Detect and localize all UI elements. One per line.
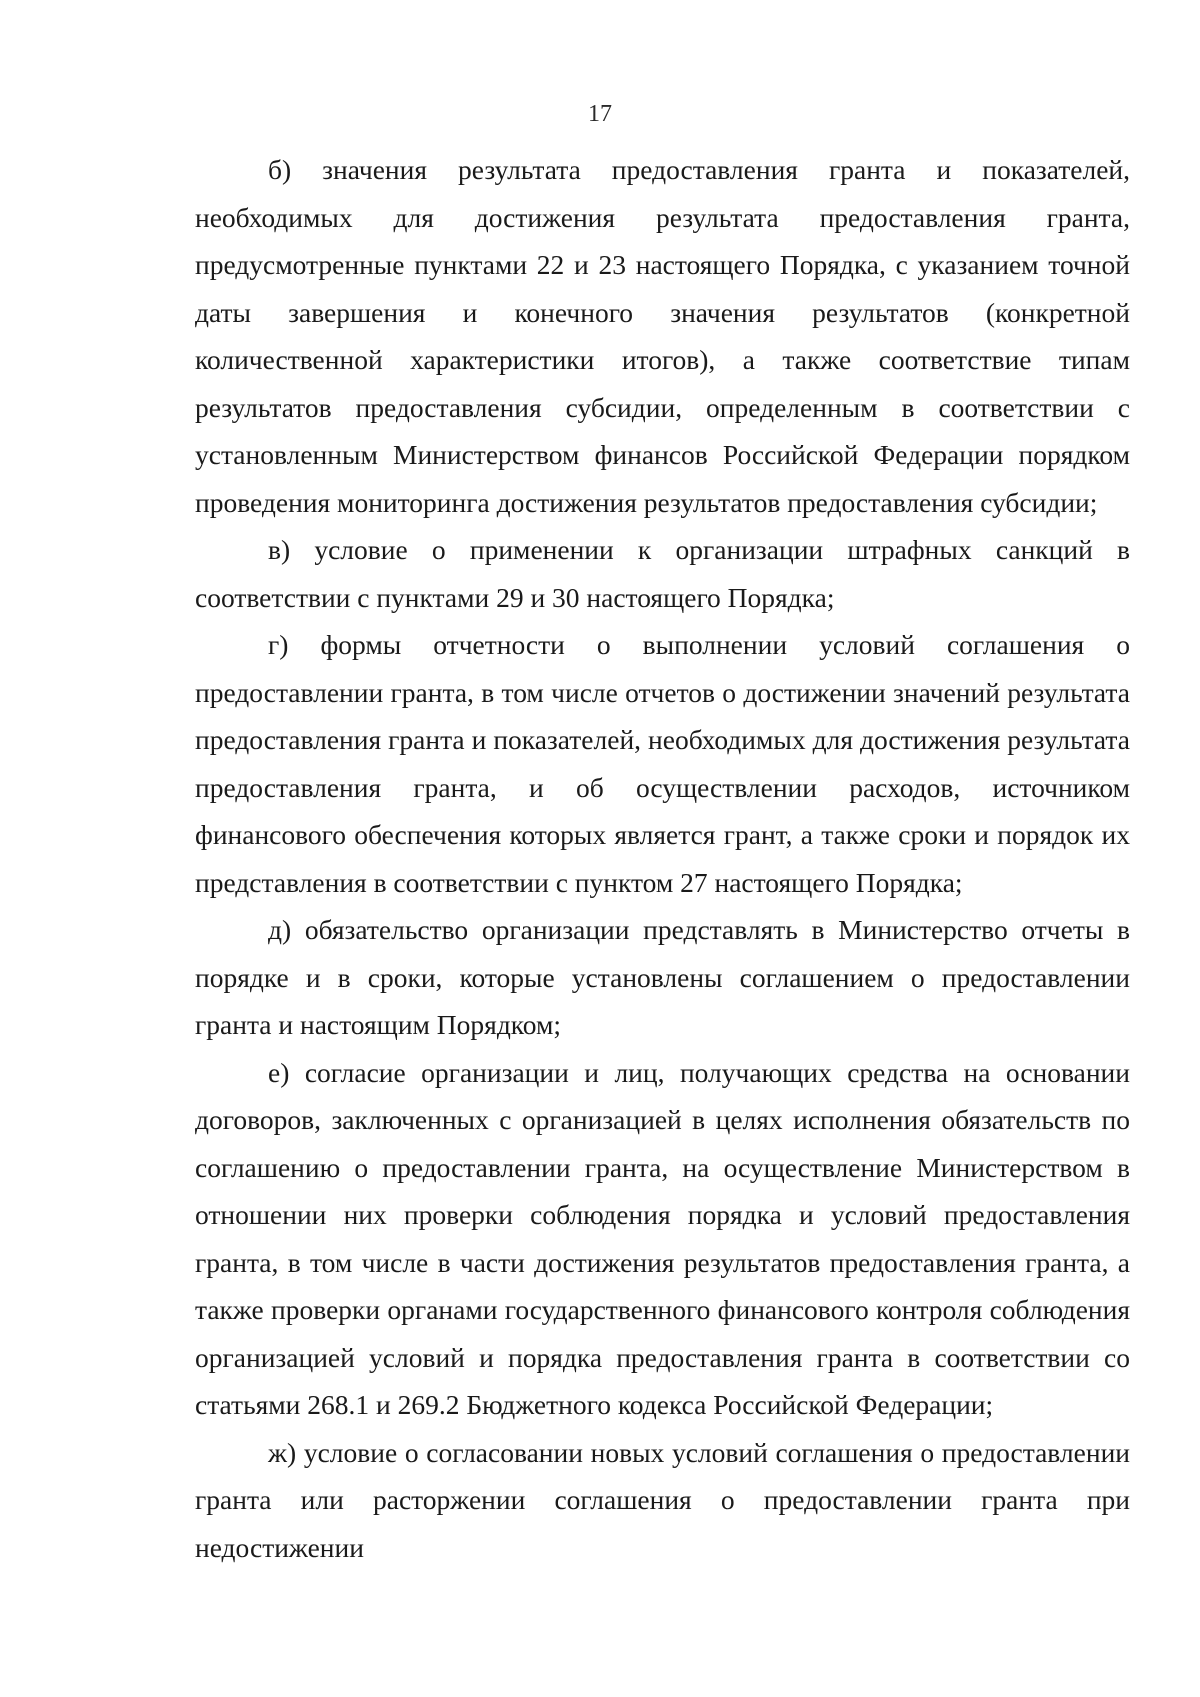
paragraph-e: е) согласие организации и лиц, получающих средства на основании договоров, заключенных с организацией в целях исполнения обязательств по соглашению о предоставлении гранта, на осуществление Министерством в отношении них проверки соблюдения порядка и условий предоставления гранта, в том числе в части достижения результатов предоставления гранта, а также проверки органами государственного финансового контроля соблюдения организацией условий и порядка предоставления гранта в соответствии со статьями 268.1 и 269.2 Бюджетного кодекса Российской Федерации; <box>195 1056 1130 1420</box>
paragraph-v: в) условие о применении к организации штрафных санкций в соответствии с пунктами 29 и 30 настоящего Порядка; <box>195 534 1130 613</box>
paragraph-b: б) значения результата предоставления гранта и показателей, необходимых для достижения результата предоставления гранта, предусмотренные пунктами 22 и 23 настоящего Порядка, с указанием точной даты завершения и конечного значения результатов (конкретной количественной характеристики итогов), а также соответствие типам результатов предоставления субсидии, определенным в соответствии с установленным Министерством финансов Российской Федерации порядком проведения мониторинга достижения результатов предоставления субсидии; <box>195 154 1130 518</box>
paragraph-g: г) формы отчетности о выполнении условий соглашения о предоставлении гранта, в том числе отчетов о достижении значений результата предоставления гранта и показателей, необходимых для достижения результата предоставления гранта, и об осуществлении расходов, источником финансового обеспечения которых является грант, а также сроки и порядок их представления в соответствии с пунктом 27 настоящего Порядка; <box>195 629 1130 898</box>
paragraph-d: д) обязательство организации представлять в Министерство отчеты в порядке и в сроки, которые установлены соглашением о предоставлении гранта и настоящим Порядком; <box>195 914 1130 1040</box>
paragraph-zh: ж) условие о согласовании новых условий соглашения о предоставлении гранта или расторжении соглашения о предоставлении гранта при недостижении <box>195 1436 1130 1563</box>
page-number: 17 <box>588 101 612 127</box>
document-body <box>195 146 1130 1571</box>
